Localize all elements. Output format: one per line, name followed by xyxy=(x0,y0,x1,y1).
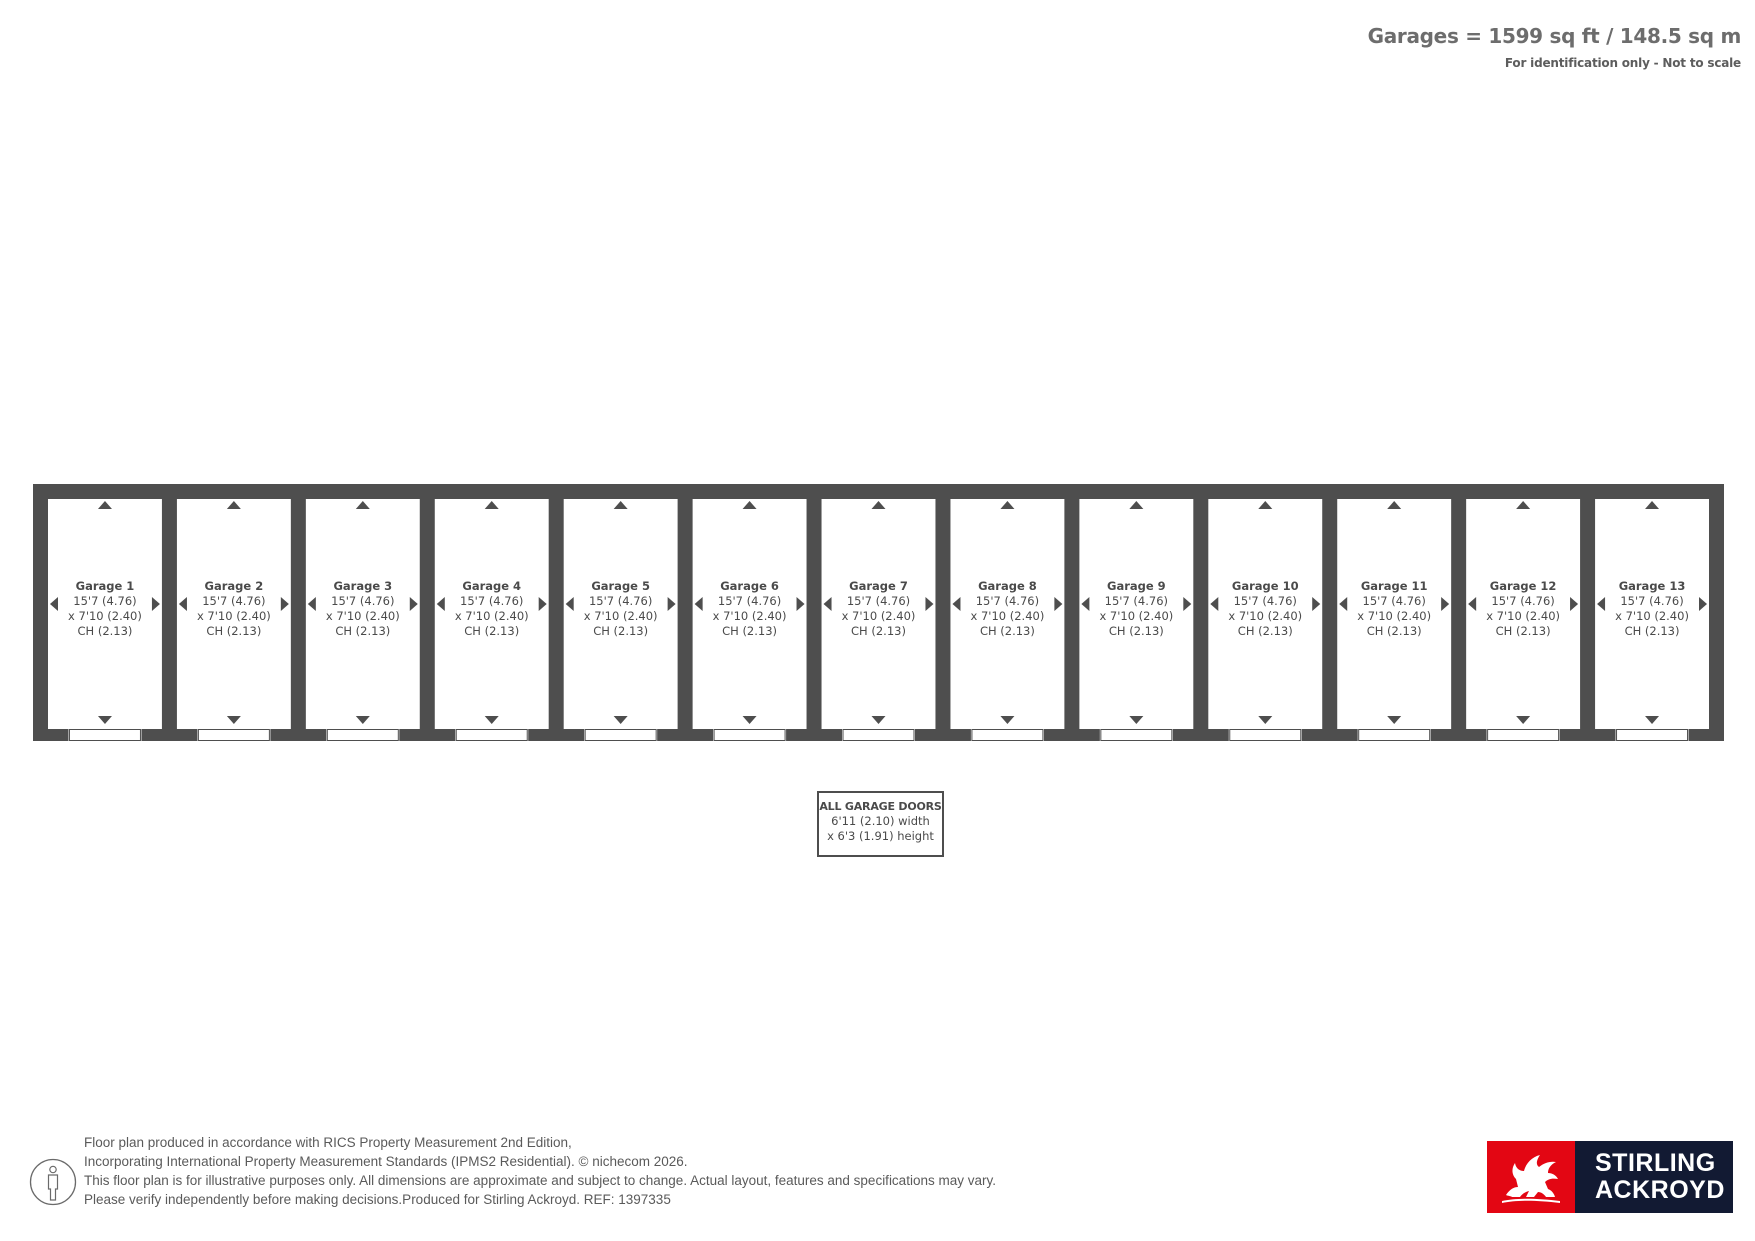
room-name: Garage 6 xyxy=(720,579,779,593)
garage-door xyxy=(456,730,527,741)
outer-wall-top xyxy=(33,484,1724,499)
room-name: Garage 11 xyxy=(1360,579,1428,593)
front-wall-segment xyxy=(818,729,842,741)
partition-wall xyxy=(1451,484,1466,741)
dimension-arrow-right xyxy=(1312,597,1320,611)
dimension-arrow-bottom xyxy=(1516,716,1530,724)
partition-wall xyxy=(807,484,822,741)
partition-wall xyxy=(1064,484,1079,741)
partition-wall xyxy=(1193,484,1208,741)
footer-line: Please verify independently before making decisions.Produced for Stirling Ackroyd. REF: 1397335 xyxy=(84,1192,671,1207)
dimension-arrow-top xyxy=(1000,501,1014,509)
area-title: Garages = 1599 sq ft / 148.5 sq m xyxy=(1367,24,1741,48)
logo-wordmark xyxy=(1575,1141,1733,1213)
front-wall-segment xyxy=(1333,729,1357,741)
front-wall-segment xyxy=(786,729,810,741)
area-note: For identification only - Not to scale xyxy=(1504,56,1741,70)
dimension-arrow-top xyxy=(872,501,886,509)
room-length: 15'7 (4.76) xyxy=(1491,594,1555,608)
dimension-arrow-top xyxy=(227,501,241,509)
doors-note-height: x 6'3 (1.91) height xyxy=(827,829,934,843)
front-wall-segment xyxy=(399,729,423,741)
dimension-arrow-right xyxy=(925,597,933,611)
garage-door xyxy=(843,730,914,741)
front-wall-segment xyxy=(1302,729,1326,741)
room-ceiling-height: CH (2.13) xyxy=(77,624,133,638)
garage-doors-note xyxy=(817,791,944,857)
dimension-arrow-top xyxy=(743,501,757,509)
dimension-arrow-left xyxy=(1210,597,1218,611)
dimension-arrow-right xyxy=(1054,597,1062,611)
dimension-arrow-left xyxy=(437,597,445,611)
partition-wall xyxy=(1322,484,1337,741)
dimension-arrow-right xyxy=(1441,597,1449,611)
footer-line: Incorporating International Property Measurement Standards (IPMS2 Residential). © nichecom 2026. xyxy=(84,1154,688,1169)
dimension-arrow-bottom xyxy=(227,716,241,724)
partition-wall xyxy=(162,484,177,741)
room-length: 15'7 (4.76) xyxy=(975,594,1040,608)
room-width: x 7'10 (2.40) xyxy=(1099,609,1174,623)
front-wall-segment xyxy=(1689,729,1713,741)
dimension-arrow-right xyxy=(797,597,805,611)
partition-wall xyxy=(935,484,950,741)
room-width: x 7'10 (2.40) xyxy=(970,609,1045,623)
logo-line-2: ACKROYD xyxy=(1595,1176,1725,1204)
stirling-ackroyd-logo xyxy=(1487,1141,1733,1213)
room-name: Garage 13 xyxy=(1618,579,1686,593)
room-name: Garage 1 xyxy=(75,579,135,593)
partition-wall xyxy=(1580,484,1595,741)
front-wall-segment xyxy=(528,729,552,741)
room-name: Garage 5 xyxy=(591,579,650,593)
garage-door xyxy=(69,730,140,741)
room-ceiling-height: CH (2.13) xyxy=(593,624,649,638)
front-wall-segment xyxy=(141,729,165,741)
front-wall-segment xyxy=(1204,729,1228,741)
front-wall-segment xyxy=(1044,729,1068,741)
dimension-arrow-bottom xyxy=(485,716,499,724)
room-width: x 7'10 (2.40) xyxy=(712,609,787,623)
dimension-arrow-left xyxy=(566,597,574,611)
dimension-arrow-right xyxy=(281,597,289,611)
garage-door xyxy=(1101,730,1172,741)
dimension-arrow-bottom xyxy=(743,716,757,724)
room-width: x 7'10 (2.40) xyxy=(1486,609,1561,623)
footer-disclaimer xyxy=(84,1133,996,1209)
dimension-arrow-left xyxy=(179,597,187,611)
dimension-arrow-left xyxy=(695,597,703,611)
room-length: 15'7 (4.76) xyxy=(717,594,782,608)
room-width: x 7'10 (2.40) xyxy=(325,609,400,623)
room-ceiling-height: CH (2.13) xyxy=(1108,624,1164,638)
dimension-arrow-left xyxy=(50,597,58,611)
dimension-arrow-bottom xyxy=(356,716,370,724)
logo-line-1: STIRLING xyxy=(1595,1149,1716,1177)
dimension-arrow-top xyxy=(1129,501,1143,509)
dimension-arrow-bottom xyxy=(1645,716,1659,724)
dimension-arrow-bottom xyxy=(1387,716,1401,724)
dimension-arrow-right xyxy=(668,597,676,611)
dimension-arrow-bottom xyxy=(1129,716,1143,724)
partition-wall xyxy=(291,484,306,741)
front-wall-segment xyxy=(689,729,713,741)
outer-wall-left xyxy=(33,484,48,741)
room-length: 15'7 (4.76) xyxy=(73,594,137,608)
outer-wall-right xyxy=(1709,484,1724,741)
room-length: 15'7 (4.76) xyxy=(1104,594,1169,608)
front-wall-segment xyxy=(1560,729,1584,741)
doors-note-width: 6'11 (2.10) width xyxy=(831,814,930,828)
front-wall-segment xyxy=(431,729,455,741)
room-name: Garage 8 xyxy=(978,579,1037,593)
room-length: 15'7 (4.76) xyxy=(1362,594,1426,608)
dimension-arrow-bottom xyxy=(614,716,628,724)
front-wall-segment xyxy=(1591,729,1615,741)
dimension-arrow-bottom xyxy=(872,716,886,724)
dimension-arrow-left xyxy=(1468,597,1476,611)
dimension-arrow-top xyxy=(98,501,112,509)
room-name: Garage 7 xyxy=(849,579,908,593)
room-name: Garage 4 xyxy=(462,579,522,593)
partition-wall xyxy=(549,484,564,741)
griffin-logo-icon xyxy=(1496,1149,1566,1205)
room-ceiling-height: CH (2.13) xyxy=(979,624,1035,638)
doors-note-title: ALL GARAGE DOORS xyxy=(819,800,942,813)
front-wall-segment xyxy=(560,729,584,741)
dimension-arrow-top xyxy=(1258,501,1272,509)
room-ceiling-height: CH (2.13) xyxy=(335,624,391,638)
room-length: 15'7 (4.76) xyxy=(202,594,266,608)
room-length: 15'7 (4.76) xyxy=(460,594,524,608)
room-length: 15'7 (4.76) xyxy=(1233,594,1297,608)
dimension-arrow-bottom xyxy=(1000,716,1014,724)
garage-door xyxy=(972,730,1043,741)
dimension-arrow-top xyxy=(1387,501,1401,509)
garage-door xyxy=(327,730,398,741)
garage-door xyxy=(714,730,785,741)
dimension-arrow-left xyxy=(1081,597,1089,611)
room-width: x 7'10 (2.40) xyxy=(1615,609,1689,623)
room-name: Garage 9 xyxy=(1107,579,1166,593)
dimension-arrow-right xyxy=(152,597,160,611)
logo-emblem xyxy=(1487,1141,1575,1213)
front-wall-segment xyxy=(1431,729,1455,741)
room-ceiling-height: CH (2.13) xyxy=(722,624,778,638)
front-wall-segment xyxy=(915,729,939,741)
footer-line: Floor plan produced in accordance with RICS Property Measurement 2nd Edition, xyxy=(84,1135,572,1150)
room-length: 15'7 (4.76) xyxy=(331,594,395,608)
dimension-arrow-top xyxy=(614,501,628,509)
dimension-arrow-right xyxy=(410,597,418,611)
front-wall-segment xyxy=(946,729,970,741)
room-width: x 7'10 (2.40) xyxy=(454,609,529,623)
dimension-arrow-right xyxy=(1699,597,1707,611)
front-wall-segment xyxy=(44,729,68,741)
room-name: Garage 10 xyxy=(1231,579,1299,593)
room-name: Garage 2 xyxy=(204,579,264,593)
room-ceiling-height: CH (2.13) xyxy=(1495,624,1551,638)
room-width: x 7'10 (2.40) xyxy=(1357,609,1432,623)
room-length: 15'7 (4.76) xyxy=(588,594,653,608)
footer-line: This floor plan is for illustrative purposes only. All dimensions are approximate and subject to change. Actual layout, features and specifications may vary. xyxy=(84,1173,996,1188)
room-name: Garage 3 xyxy=(333,579,393,593)
dimension-arrow-left xyxy=(1339,597,1347,611)
front-wall-segment xyxy=(657,729,681,741)
room-ceiling-height: CH (2.13) xyxy=(1624,624,1680,638)
room-name: Garage 12 xyxy=(1489,579,1557,593)
front-wall-segment xyxy=(270,729,294,741)
room-width: x 7'10 (2.40) xyxy=(583,609,658,623)
room-length: 15'7 (4.76) xyxy=(846,594,911,608)
front-wall-segment xyxy=(1173,729,1197,741)
front-wall-segment xyxy=(1075,729,1099,741)
partition-wall xyxy=(420,484,435,741)
dimension-arrow-bottom xyxy=(1258,716,1272,724)
room-length: 15'7 (4.76) xyxy=(1620,594,1684,608)
dimension-arrow-top xyxy=(1516,501,1530,509)
dimension-arrow-top xyxy=(485,501,499,509)
garage-door xyxy=(1617,730,1688,741)
room-ceiling-height: CH (2.13) xyxy=(851,624,906,638)
room-ceiling-height: CH (2.13) xyxy=(464,624,520,638)
garage-door xyxy=(198,730,269,741)
room-width: x 7'10 (2.40) xyxy=(68,609,142,623)
front-wall-segment xyxy=(1462,729,1486,741)
garage-door xyxy=(1359,730,1430,741)
garage-door xyxy=(585,730,656,741)
room-width: x 7'10 (2.40) xyxy=(196,609,271,623)
dimension-arrow-top xyxy=(356,501,370,509)
front-wall-segment xyxy=(173,729,197,741)
room-ceiling-height: CH (2.13) xyxy=(1366,624,1422,638)
garage-door xyxy=(1488,730,1559,741)
dimension-arrow-right xyxy=(539,597,547,611)
garage-door xyxy=(1230,730,1301,741)
room-width: x 7'10 (2.40) xyxy=(1228,609,1303,623)
dimension-arrow-left xyxy=(1597,597,1605,611)
partition-wall xyxy=(678,484,693,741)
dimension-arrow-left xyxy=(952,597,960,611)
room-width: x 7'10 (2.40) xyxy=(841,609,916,623)
dimension-arrow-bottom xyxy=(98,716,112,724)
dimension-arrow-right xyxy=(1183,597,1191,611)
dimension-arrow-top xyxy=(1645,501,1659,509)
dimension-arrow-left xyxy=(308,597,316,611)
room-ceiling-height: CH (2.13) xyxy=(206,624,262,638)
dimension-arrow-right xyxy=(1570,597,1578,611)
dimension-arrow-left xyxy=(824,597,832,611)
front-wall-segment xyxy=(302,729,326,741)
room-ceiling-height: CH (2.13) xyxy=(1237,624,1293,638)
person-scale-icon xyxy=(29,1158,77,1206)
